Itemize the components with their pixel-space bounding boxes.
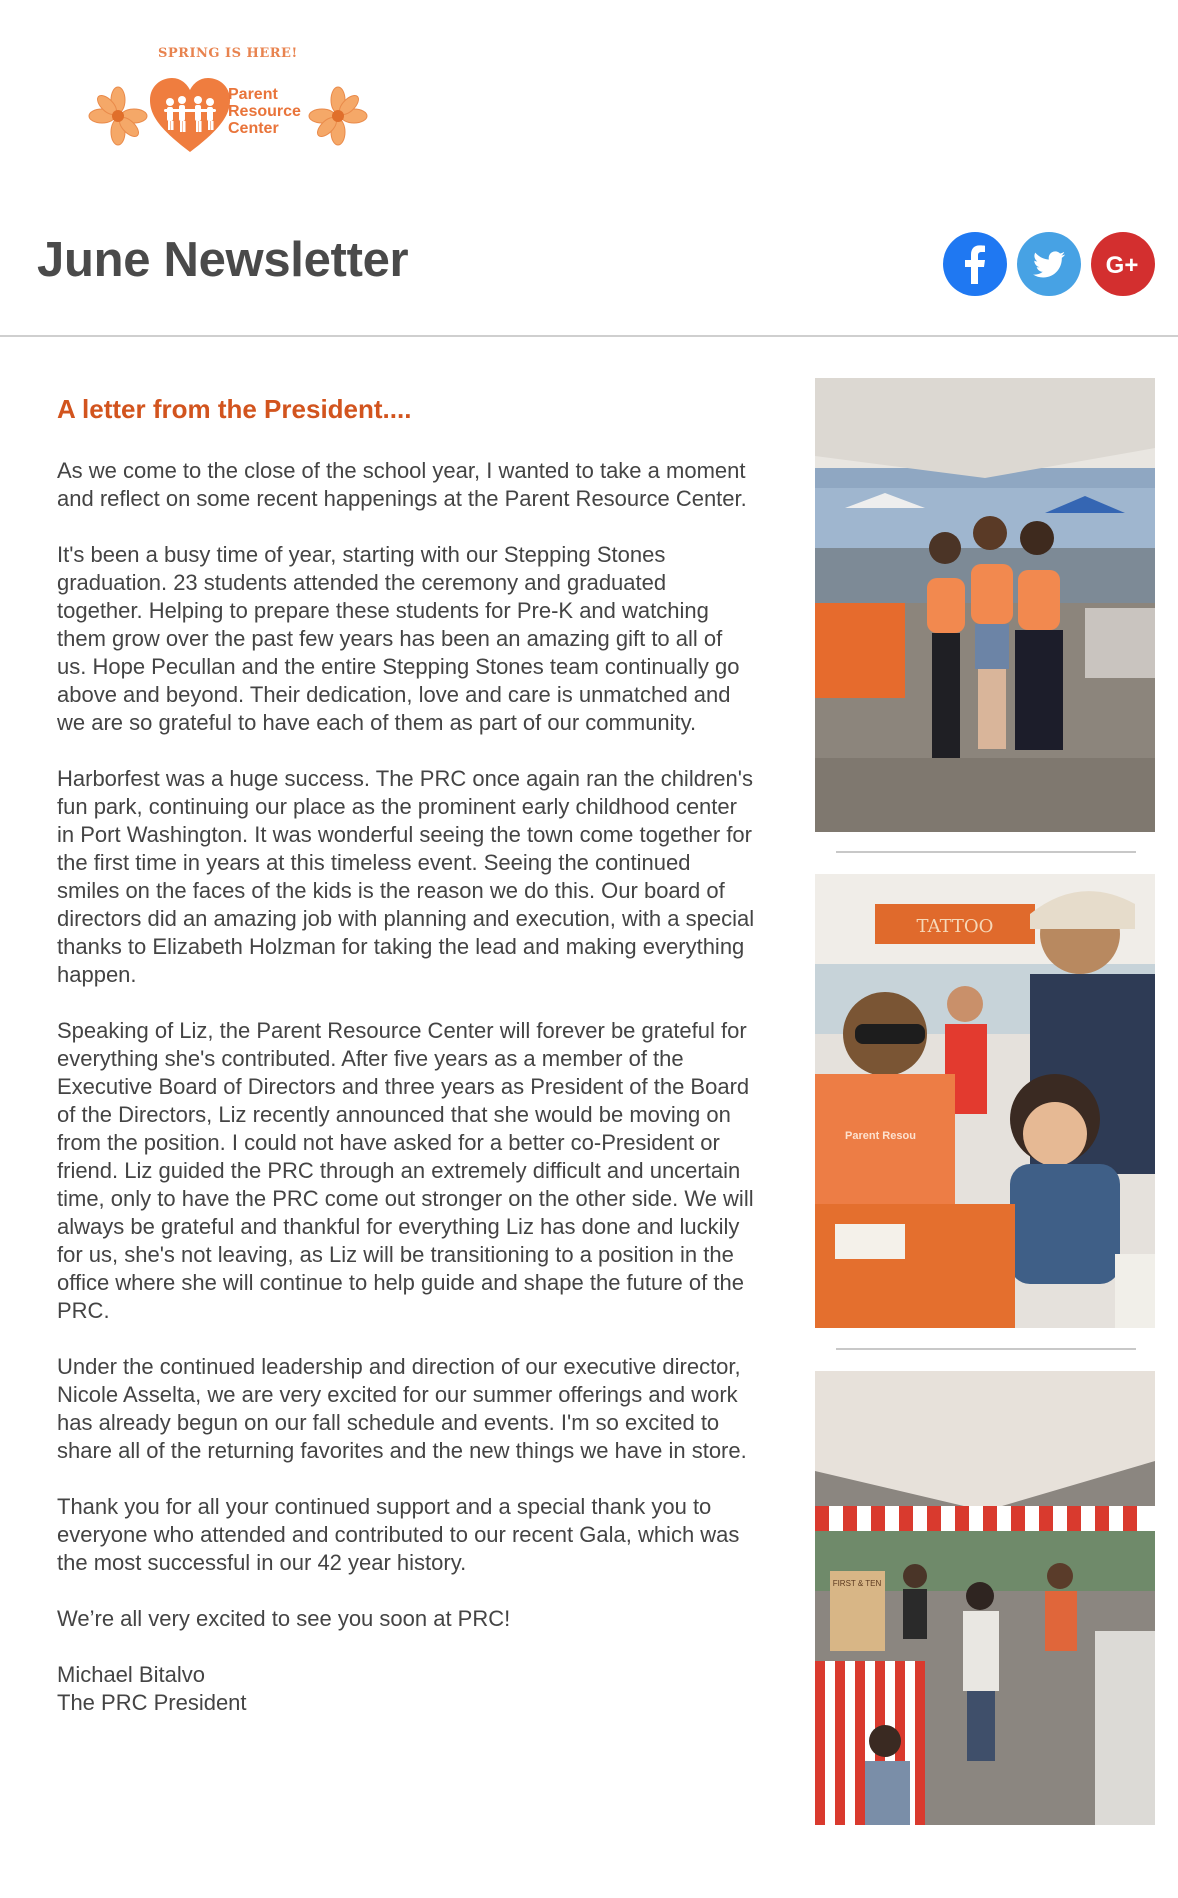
facebook-button[interactable] (943, 232, 1007, 296)
signature (57, 1661, 757, 1717)
org-name-line: Parent (228, 86, 278, 103)
photo-separator (836, 851, 1136, 853)
org-name-line: Center (228, 120, 279, 137)
header-divider (0, 335, 1178, 337)
tattoo-sign: TATTOO (916, 916, 994, 937)
photo-carnival-games (815, 1371, 1155, 1825)
shirt-text: Parent Resou (845, 1130, 916, 1142)
facebook-icon (943, 232, 1007, 296)
letter-heading: A letter from the President.... (57, 394, 412, 424)
president-letter (57, 394, 757, 1745)
heart-family-icon (148, 76, 232, 156)
letter-paragraph: Harborfest was a huge success. The PRC once again ran the children's fun park, continuing our place as the prominent early childhood center in Port Washington. It was wonderful seeing the town come together for the first time in years at this timeless event. Seeing the continued smiles on the faces of the kids is the reason we do this. Our board of directors did an amazing job with planning and execution, with a special thanks to Elizabeth Holzman for taking the lead and making everything happen. (57, 766, 755, 987)
org-name-line: Resource (228, 103, 301, 120)
org-name (228, 86, 301, 137)
letter-paragraph: It's been a busy time of year, starting with our Stepping Stones graduation. 23 students attended the ceremony and graduated together. Helping to prepare these students for Pre-K and watching them grow over the past few years has been an amazing gift to all of us. Hope Pecullan and the entire Stepping Stones team continually go above and beyond. Their dedication, love and care is unmatched and we are so grateful to have each of them as part of our community. (57, 542, 740, 735)
twitter-button[interactable] (1017, 232, 1081, 296)
photo-tattoo-booth (815, 874, 1155, 1328)
game-sign: FIRST & TEN (832, 1579, 882, 1588)
svg-text:G+: G+ (1105, 252, 1139, 279)
newsletter-title: June Newsletter (37, 233, 409, 287)
logo-tagline: SPRING IS HERE! (158, 46, 298, 61)
signature-name: Michael Bitalvo (57, 1662, 205, 1687)
photo-volunteers-tent (815, 378, 1155, 832)
flower-icon (88, 86, 148, 146)
google-plus-button[interactable] (1091, 232, 1155, 296)
photo-separator (836, 1348, 1136, 1350)
google-plus-icon (1091, 232, 1155, 296)
letter-paragraph: Thank you for all your continued support and a special thank you to everyone who attended and contributed to our recent Gala, which was the most successful in our 42 year history. (57, 1494, 740, 1575)
prc-logo[interactable] (88, 44, 368, 154)
letter-paragraph: We’re all very excited to see you soon at PRC! (57, 1606, 511, 1631)
letter-paragraph: Under the continued leadership and direction of our executive director, Nicole Asselta, we are very excited for our summer offerings and work has already begun on our fall schedule and events. I'm so excited to share all of the returning favorites and the new things we have in store. (57, 1354, 747, 1463)
letter-paragraph: Speaking of Liz, the Parent Resource Center will forever be grateful for everything she's contributed. After five years as a member of the Executive Board of Directors and three years as President of the Board of the Directors, Liz recently announced that she would be moving on from the position. I could not have asked for a better co-President or friend. Liz guided the PRC through an extremely difficult and uncertain time, only to have the PRC come out stronger on the other side. We will always be grateful and thankful for everything Liz has done and luckily for us, she's not leaving, as Liz will be transitioning to a position in the office where she will continue to help guide and shape the future of the PRC. (57, 1018, 754, 1323)
signature-title: The PRC President (57, 1690, 247, 1715)
twitter-icon (1017, 232, 1081, 296)
letter-paragraph: As we come to the close of the school year, I wanted to take a moment and reflect on some recent happenings at the Parent Resource Center. (57, 458, 747, 511)
flower-icon (308, 86, 368, 146)
